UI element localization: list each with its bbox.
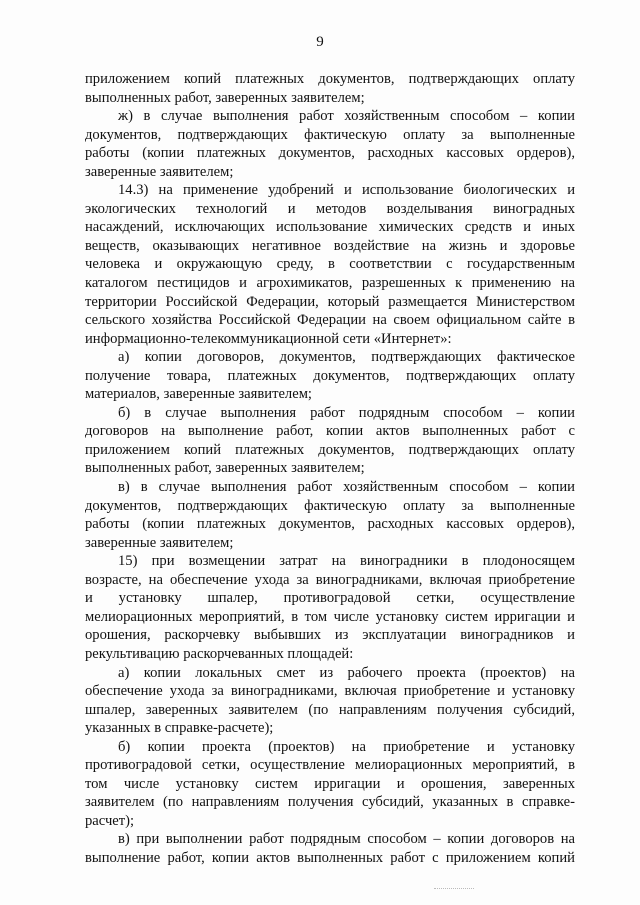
paragraph-14-3 [85, 181, 575, 348]
text-line: насаждений, исключающих использование химических средств и иных [85, 219, 575, 236]
text-line: территории Российской Федерации, который размещается Министерством [85, 293, 575, 310]
text-line: документов, подтверждающих фактическую оплату за выполненные [85, 126, 575, 143]
text-line: приложением копий платежных документов, подтверждающих оплату [85, 71, 575, 87]
text-line: и установку шпалер, противоградовой сетки, осуществление [85, 590, 575, 607]
text-line: 15) при возмещении затрат на виноградники в плодоносящем [118, 553, 575, 570]
text-line: договоров на выполнение работ, копии актов выполненных работ с [85, 423, 575, 440]
text-line: рекультивацию раскорчеванных площадей: [85, 645, 354, 662]
document-body [85, 70, 575, 868]
paragraph-15-item-a [85, 664, 575, 738]
text-line: расчет); [85, 812, 135, 829]
paragraph-item-v [85, 478, 575, 552]
text-line: каталогом пестицидов и агрохимикатов, разрешенных к применению на [85, 275, 575, 292]
text-line: б) копии проекта (проектов) на приобретение и установку [118, 738, 575, 755]
text-line: заявителем (по направлениям получения субсидий, указанных в справке- [85, 794, 575, 811]
text-line: документов, подтверждающих фактическую оплату за выполненные [85, 497, 575, 514]
page-number: 9 [316, 34, 324, 50]
text-line: 14.3) на применение удобрений и использование биологических и [118, 182, 575, 199]
text-line: приложением копий платежных документов, подтверждающих оплату [85, 441, 575, 458]
paragraph-item-b [85, 404, 575, 478]
text-line: указанных в справке-расчете); [85, 720, 274, 737]
paragraph-15-item-v [85, 830, 575, 867]
text-line: шпалер, заверенных заявителем (по направлениям получения субсидий, [85, 701, 575, 718]
text-line: том числе установку систем ирригации и орошения, заверенных [85, 775, 575, 792]
text-line: выполненных работ, заверенных заявителем; [85, 460, 365, 477]
text-line: обеспечение ухода за виноградниками, включая приобретение и установку [85, 683, 575, 700]
text-line: работы (копии платежных документов, расходных кассовых ордеров), [85, 145, 575, 162]
text-line: выполненных работ, заверенных заявителем; [85, 89, 365, 106]
text-line: орошения, раскорчевку выбывших из эксплуатации виноградников и [85, 627, 575, 644]
footer-scan-mark [434, 888, 474, 892]
text-line: ж) в случае выполнения работ хозяйственным способом – копии [118, 108, 575, 125]
text-line: в) в случае выполнения работ хозяйственным способом – копии [118, 479, 575, 496]
text-line: мелиорационных мероприятий, в том числе установку систем ирригации и [85, 608, 575, 625]
text-line: материалов, заверенные заявителем; [85, 386, 312, 403]
text-line: человека и окружающую среду, в соответствии с государственным [85, 256, 575, 273]
text-line: получение товара, платежных документов, подтверждающих оплату [85, 367, 575, 384]
paragraph-continuation [85, 70, 575, 107]
text-line: экологических технологий и методов возделывания виноградных [85, 200, 575, 217]
text-line: возрасте, на обеспечение ухода за виноградниками, включая приобретение [85, 571, 575, 588]
text-line: информационно-телекоммуникационной сети «Интернет»: [85, 330, 452, 347]
text-line: б) в случае выполнения работ подрядным способом – копии [118, 404, 575, 421]
text-line: сельского хозяйства Российской Федерации на своем официальном сайте в [85, 312, 575, 329]
text-line: выполнение работ, копии актов выполненных работ с приложением копий [85, 849, 575, 866]
text-line: веществ, оказывающих негативное воздействие на жизнь и здоровье [85, 237, 575, 254]
text-line: в) при выполнении работ подрядным способом – копии договоров на [118, 831, 575, 848]
text-line: а) копии договоров, документов, подтверждающих фактическое [118, 349, 575, 366]
paragraph-item-a [85, 348, 575, 404]
paragraph-item-zh [85, 107, 575, 181]
text-line: а) копии локальных смет из рабочего проекта (проектов) на [118, 664, 575, 681]
text-line: противоградовой сетки, осуществление мелиорационных мероприятий, в [85, 757, 575, 774]
text-line: заверенные заявителем; [85, 534, 234, 551]
text-line: работы (копии платежных документов, расходных кассовых ордеров), [85, 516, 575, 533]
paragraph-15 [85, 552, 575, 663]
text-line: заверенные заявителем; [85, 163, 234, 180]
paragraph-15-item-b [85, 738, 575, 831]
